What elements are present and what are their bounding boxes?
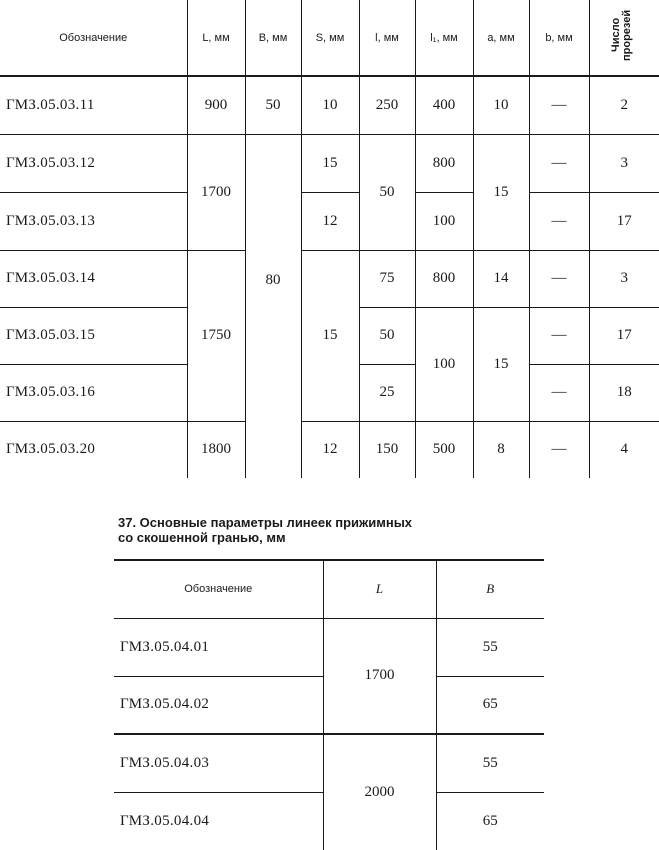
cell-L: 900 (187, 76, 245, 134)
header-designation: Обозначение (114, 560, 323, 618)
table-row (0, 250, 659, 307)
cell-slots: 17 (589, 307, 659, 364)
header-L: L, мм (187, 0, 245, 76)
dash-value: — (551, 270, 567, 286)
cell-l1: 400 (415, 76, 473, 134)
cell-l: 75 (359, 250, 415, 307)
dash-value: — (551, 212, 567, 229)
cell-a: 15 (473, 307, 529, 421)
header-slots-label: Число прорезей (610, 9, 634, 61)
cell-B: 65 (436, 676, 544, 734)
header-B: B (436, 560, 544, 618)
parameters-table-2 (114, 559, 544, 850)
cell-l: 50 (359, 134, 415, 250)
cell-designation: ГМЗ.05.03.13 (0, 192, 187, 250)
cell-designation: ГМЗ.05.04.01 (114, 618, 323, 676)
table-header-row (0, 0, 659, 76)
cell-b (529, 421, 589, 478)
cell-L: 1700 (187, 134, 245, 250)
cell-S: 12 (301, 421, 359, 478)
cell-B: 55 (436, 734, 544, 792)
cell-S: 12 (301, 192, 359, 250)
cell-slots: 3 (589, 134, 659, 192)
header-L: L (323, 560, 436, 618)
dash-value: — (551, 441, 567, 458)
table-row (0, 421, 659, 478)
cell-l1: 500 (415, 421, 473, 478)
cell-slots: 3 (589, 250, 659, 307)
dash-value: — (551, 96, 567, 113)
dash-value: — (551, 384, 567, 400)
cell-B: 55 (436, 618, 544, 676)
cell-L: 1750 (187, 250, 245, 421)
header-l1: l₁, мм (415, 0, 473, 76)
cell-B: 50 (245, 76, 301, 134)
dash-value: — (551, 154, 567, 171)
cell-b (529, 307, 589, 364)
table-row (0, 76, 659, 134)
header-B: B, мм (245, 0, 301, 76)
cell-slots: 18 (589, 364, 659, 421)
cell-designation: ГМЗ.05.03.12 (0, 134, 187, 192)
header-l: l, мм (359, 0, 415, 76)
cell-S: 10 (301, 76, 359, 134)
cell-designation: ГМЗ.05.04.04 (114, 792, 323, 850)
cell-slots: 4 (589, 421, 659, 478)
table-row (0, 192, 659, 250)
cell-b (529, 192, 589, 250)
cell-l1: 100 (415, 307, 473, 421)
cell-l1: 800 (415, 134, 473, 192)
cell-slots: 17 (589, 192, 659, 250)
cell-l: 25 (359, 364, 415, 421)
cell-b (529, 134, 589, 192)
cell-designation: ГМЗ.05.04.03 (114, 734, 323, 792)
cell-slots: 2 (589, 76, 659, 134)
cell-b (529, 250, 589, 307)
cell-designation: ГМЗ.05.03.20 (0, 421, 187, 478)
cell-B: 65 (436, 792, 544, 850)
cell-b (529, 364, 589, 421)
cell-l: 50 (359, 307, 415, 364)
header-a: a, мм (473, 0, 529, 76)
cell-a: 14 (473, 250, 529, 307)
cell-l1: 800 (415, 250, 473, 307)
cell-a: 10 (473, 76, 529, 134)
table-row (114, 618, 544, 676)
cell-l: 250 (359, 76, 415, 134)
cell-S: 15 (301, 250, 359, 421)
cell-b (529, 76, 589, 134)
cell-L: 1800 (187, 421, 245, 478)
cell-L: 2000 (323, 734, 436, 850)
cell-designation: ГМЗ.05.03.16 (0, 364, 187, 421)
cell-l1: 100 (415, 192, 473, 250)
cell-designation: ГМЗ.05.03.11 (0, 76, 187, 134)
cell-designation: ГМЗ.05.03.15 (0, 307, 187, 364)
table-2-caption: 37. Основные параметры линеек прижимных со скошенной гранью, мм (118, 515, 413, 545)
cell-B: 80 (245, 134, 301, 478)
header-slots (589, 0, 659, 76)
cell-a: 8 (473, 421, 529, 478)
header-designation: Обозначение (59, 31, 128, 44)
cell-l: 150 (359, 421, 415, 478)
cell-designation: ГМЗ.05.03.14 (0, 250, 187, 307)
header-b: b, мм (529, 0, 589, 76)
header-S: S, мм (301, 0, 359, 76)
dash-value: — (551, 327, 567, 343)
table-row (0, 134, 659, 192)
cell-L: 1700 (323, 618, 436, 734)
table-header-row (114, 560, 544, 618)
table-row (114, 734, 544, 792)
cell-S: 15 (301, 134, 359, 192)
cell-a: 15 (473, 134, 529, 250)
cell-designation: ГМЗ.05.04.02 (114, 676, 323, 734)
